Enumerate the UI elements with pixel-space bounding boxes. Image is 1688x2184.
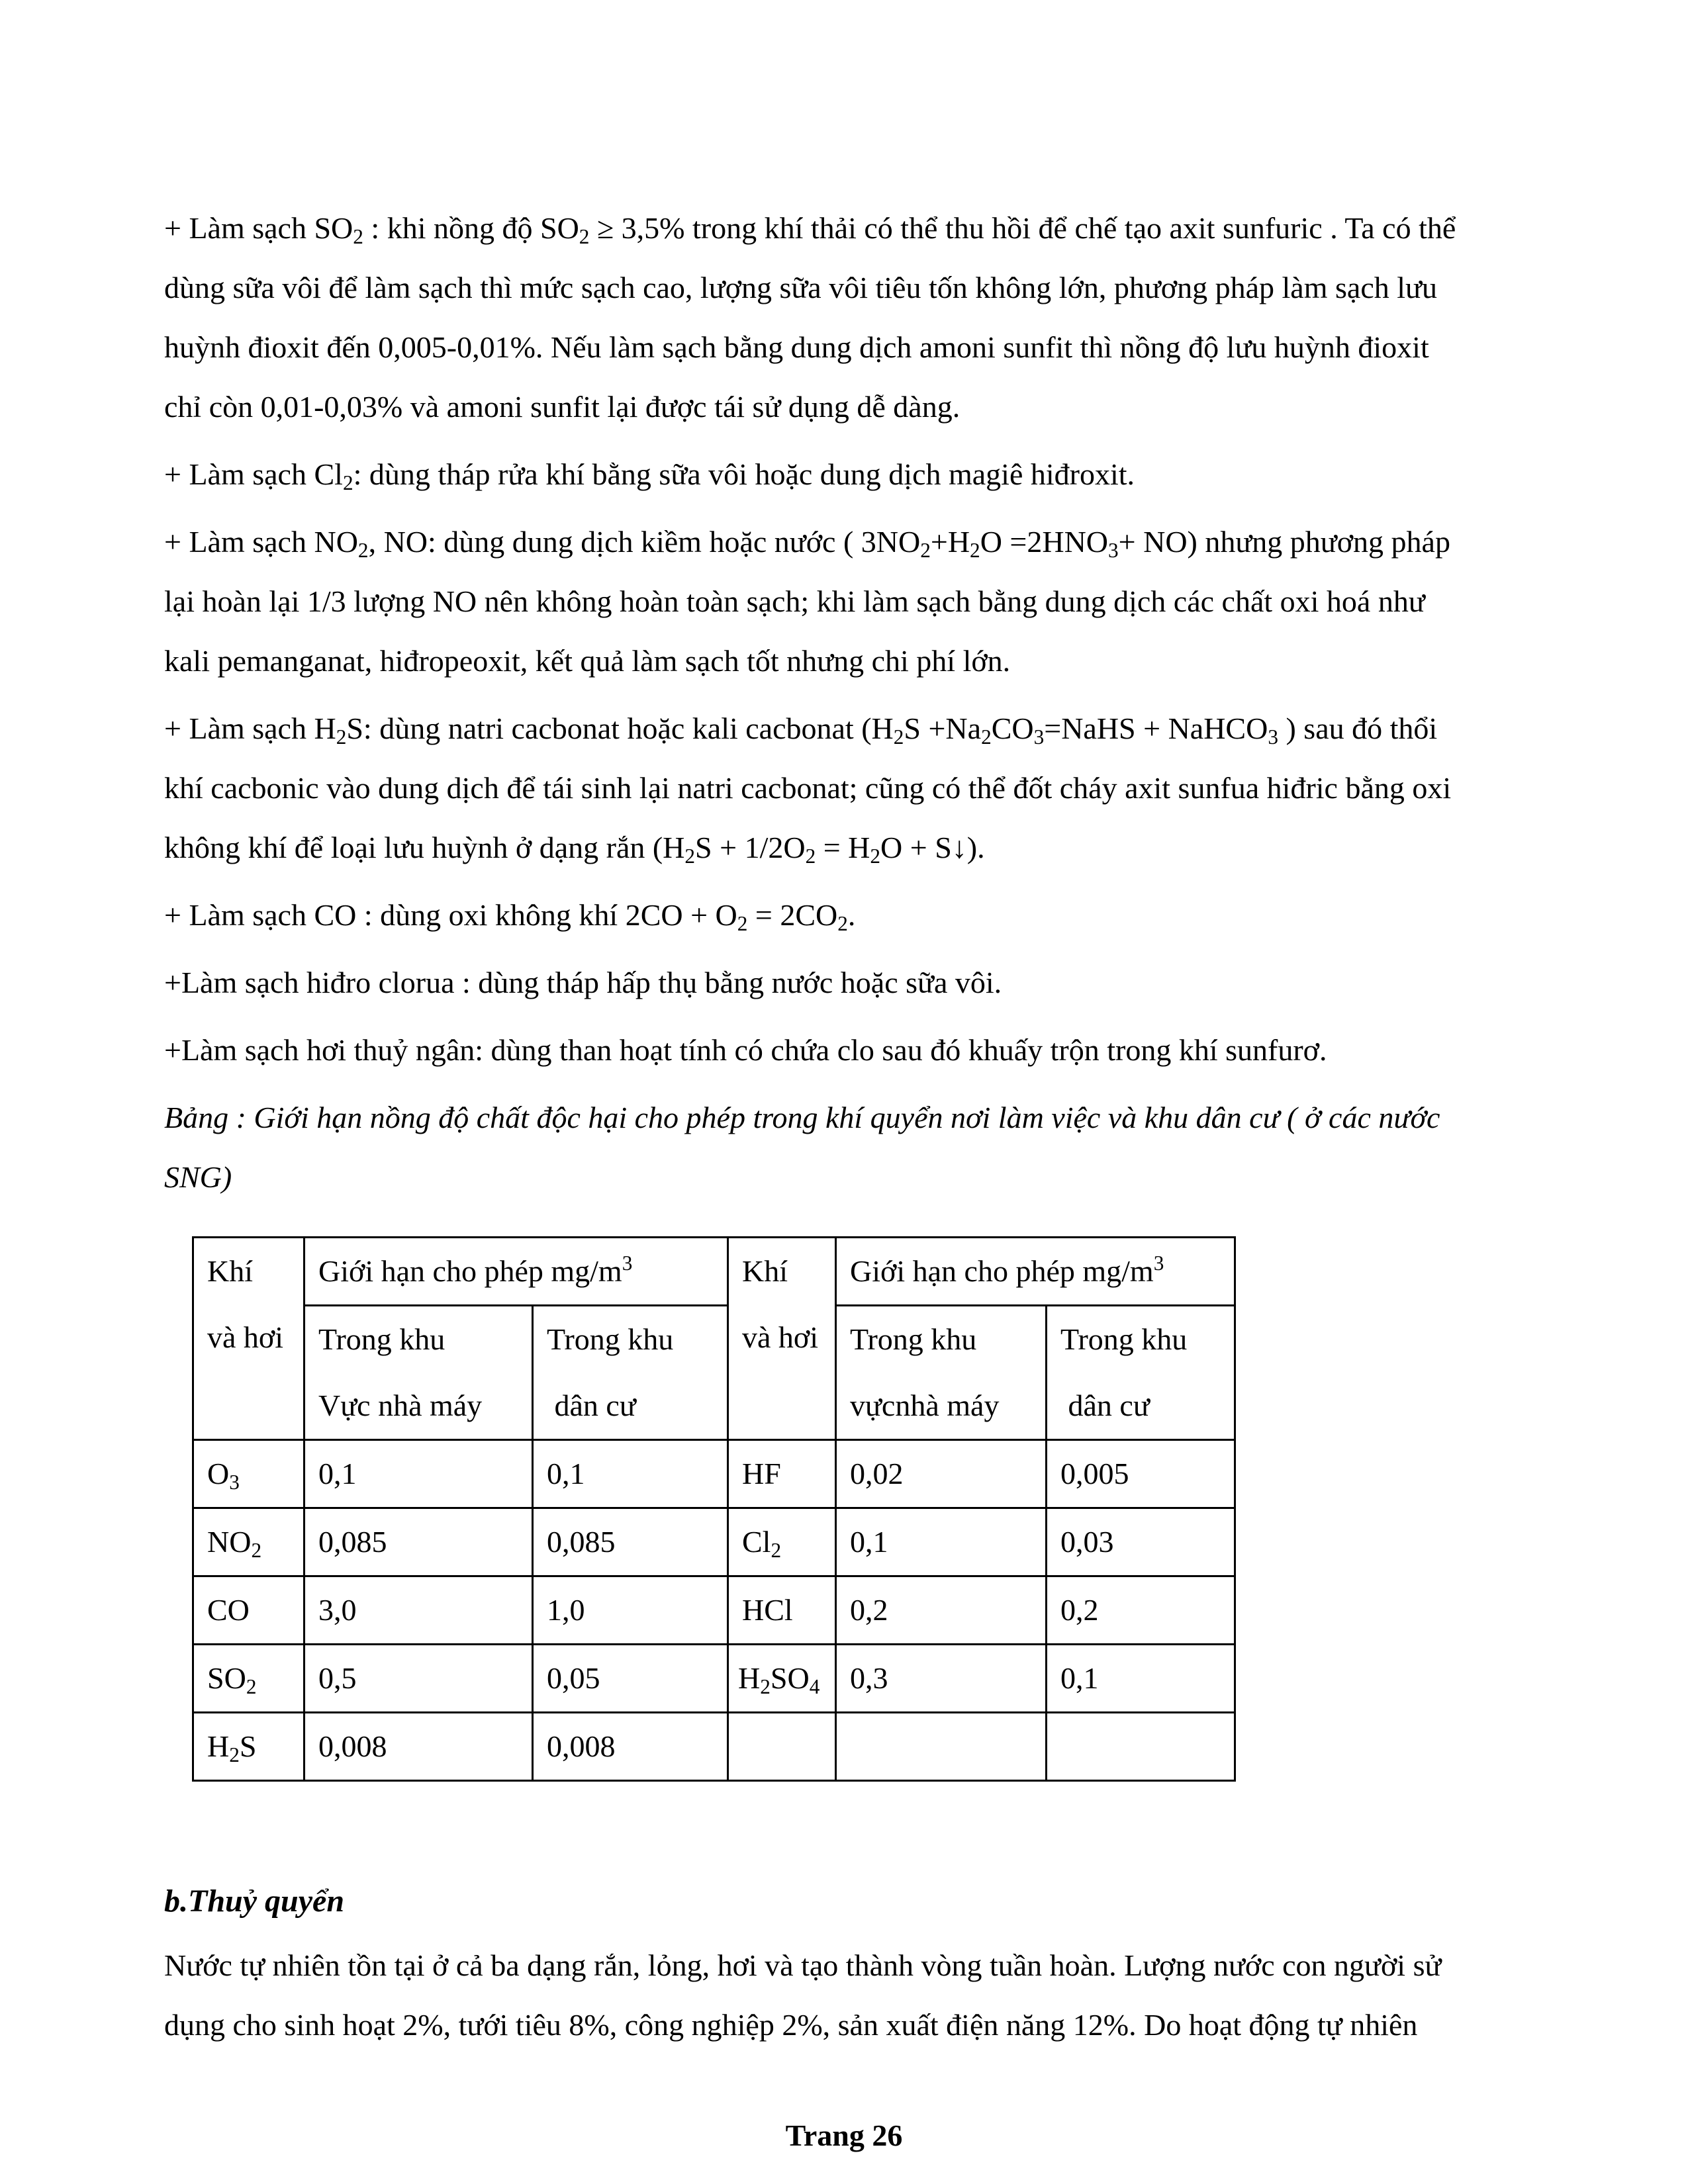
toxic-limits-table (192, 1236, 1236, 1782)
gas-cell: $SO_2$ (193, 1645, 305, 1713)
factory-limit-cell (836, 1713, 1047, 1781)
subheader-resident-left: Trong khu dân cư (533, 1306, 728, 1440)
header-gas-left: Khí và hơi (193, 1238, 305, 1440)
resident-limit-cell: 0,008 (533, 1713, 728, 1781)
subheader-resident-right: Trong khu dân cư (1047, 1306, 1235, 1440)
table-header-row (193, 1238, 1235, 1306)
factory-limit-cell: 3,0 (305, 1576, 533, 1645)
factory-limit-cell: 0,3 (836, 1645, 1047, 1713)
gas-cell: CO (193, 1576, 305, 1645)
paragraph-hcl: +Làm sạch hiđro clorua : dùng tháp hấp thụ bằng nước hoặc sữa vôi. (164, 966, 1002, 999)
paragraph-mercury: +Làm sạch hơi thuỷ ngân: dùng than hoạt tính có chứa clo sau đó khuấy trộn trong khí sunfurơ. (164, 1033, 1327, 1067)
factory-limit-cell: 0,02 (836, 1440, 1047, 1508)
paragraph-h2s: + Làm sạch $H_2S$: dùng natri cacbonat hoặc kali cacbonat ($H_2S$ $+Na_2CO_3=NaHS$ + NaHCO$_3$ ) sau đó thổi khí cacbonic vào dung dịch để tái sinh lại natri cacbonat; cũng có thể đốt cháy axit sunfua hiđric bằng oxi không khí để loại lưu huỳnh ở dạng rắn ($H_2S + 1/2O_2 = H_2O$ + S↓). (164, 711, 1452, 868)
table-subheader-row (193, 1306, 1235, 1440)
header-limit-right: Giới hạn cho phép $mg/m^3$ (836, 1238, 1235, 1306)
table-row (193, 1713, 1235, 1781)
table-row (193, 1576, 1235, 1645)
gas-cell: $NO_2$ (193, 1508, 305, 1576)
resident-limit-cell: 0,005 (1047, 1440, 1235, 1508)
resident-limit-cell: 0,03 (1047, 1508, 1235, 1576)
gas-cell (728, 1713, 836, 1781)
header-limit-left: Giới hạn cho phép $mg/m^3$ (305, 1238, 728, 1306)
table-row (193, 1508, 1235, 1576)
factory-limit-cell: 0,008 (305, 1713, 533, 1781)
gas-cell: $H_2S$ (193, 1713, 305, 1781)
factory-limit-cell: 0,5 (305, 1645, 533, 1713)
resident-limit-cell: 0,2 (1047, 1576, 1235, 1645)
gas-cell: HCl (728, 1576, 836, 1645)
paragraph-so2: + Làm sạch $SO_2$ : khi nồng độ $SO_2 \ge 3,5\%$ trong khí thải có thể thu hồi để chế tạo axit sunfuric . Ta có thể dùng sữa vôi để làm sạch thì mức sạch cao, lượng sữa vôi tiêu tốn không lớn, phương pháp làm sạch lưu huỳnh đioxit đến 0,005-0,01%. Nếu làm sạch bằng dung dịch amoni sunfit thì nồng độ lưu huỳnh đioxit chỉ còn 0,01-0,03% và amoni sunfit lại được tái sử dụng dễ dàng. (164, 211, 1456, 424)
paragraph-water-container (164, 1936, 1620, 2063)
factory-limit-cell: 0,1 (836, 1508, 1047, 1576)
factory-limit-cell: 0,1 (305, 1440, 533, 1508)
table-row (193, 1645, 1235, 1713)
subheader-factory-left: Trong khu Vực nhà máy (305, 1306, 533, 1440)
resident-limit-cell (1047, 1713, 1235, 1781)
section-heading-hydrosphere: b.Thuỷ quyển (164, 1884, 345, 1919)
resident-limit-cell: 0,085 (533, 1508, 728, 1576)
gas-cell: $H_2SO_4$ (728, 1645, 836, 1713)
subheader-factory-right: Trong khu vựcnhà máy (836, 1306, 1047, 1440)
factory-limit-cell: 0,085 (305, 1508, 533, 1576)
paragraph-co: + Làm sạch CO : dùng oxi không khí $2CO + O_2 = 2CO_2$. (164, 898, 856, 935)
resident-limit-cell: 1,0 (533, 1576, 728, 1645)
document-body (164, 199, 1620, 1215)
table-row (193, 1440, 1235, 1508)
gas-cell: HF (728, 1440, 836, 1508)
gas-cell: $Cl_2$ (728, 1508, 836, 1576)
paragraph-no2: + Làm sạch $NO_2$, NO: dùng dung dịch kiềm hoặc nước ( $3NO_2+H_2O =2HNO_3+ NO$) nhưng phương pháp lại hoàn lại 1/3 lượng NO nên không hoàn toàn sạch; khi làm sạch bằng dung dịch các chất oxi hoá như kali pemanganat, hiđropeoxit, kết quả làm sạch tốt nhưng chi phí lớn. (164, 525, 1450, 678)
resident-limit-cell: 0,1 (1047, 1645, 1235, 1713)
paragraph-cl2: + Làm sạch $Cl_2$: dùng tháp rửa khí bằng sữa vôi hoặc dung dịch magiê hiđroxit. (164, 457, 1135, 494)
table-caption: Bảng : Giới hạn nồng độ chất độc hại cho phép trong khí quyển nơi làm việc và khu dân cư ( ở các nước SNG) (164, 1101, 1440, 1194)
paragraph-water: Nước tự nhiên tồn tại ở cả ba dạng rắn, lỏng, hơi và tạo thành vòng tuần hoàn. Lượng nước con người sử dụng cho sinh hoạt 2%, tưới tiêu 8%, công nghiệp 2%, sản xuất điện năng 12%. Do hoạt động tự nhiên (164, 1948, 1442, 2042)
header-gas-right: Khí và hơi (728, 1238, 836, 1440)
gas-cell: $O_3$ (193, 1440, 305, 1508)
resident-limit-cell: 0,05 (533, 1645, 728, 1713)
resident-limit-cell: 0,1 (533, 1440, 728, 1508)
factory-limit-cell: 0,2 (836, 1576, 1047, 1645)
page-number: Trang 26 (785, 2118, 903, 2152)
